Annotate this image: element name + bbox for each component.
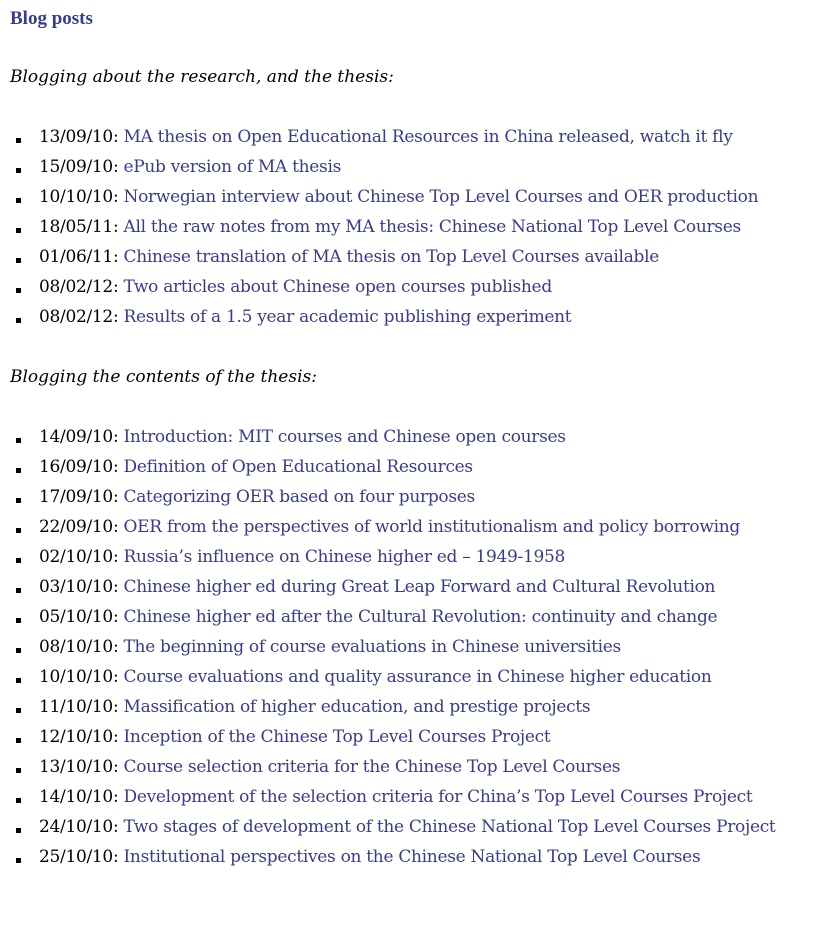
post-link[interactable]: Institutional perspectives on the Chinese National Top Level Courses [123, 847, 701, 867]
list-item: 14/09/10: Introduction: MIT courses and Chinese open courses [39, 422, 806, 452]
list-item: 10/10/10: Norwegian interview about Chinese Top Level Courses and OER production [39, 182, 779, 212]
post-date: 05/10/10 [39, 607, 113, 627]
post-date: 08/10/10 [39, 637, 113, 657]
post-link[interactable]: ePub version of MA thesis [123, 157, 342, 177]
list-item: 13/10/10: Course selection criteria for the Chinese Top Level Courses [39, 752, 806, 782]
post-link[interactable]: Chinese translation of MA thesis on Top Level Courses available [123, 247, 660, 267]
post-date: 10/10/10 [39, 187, 113, 207]
list-item: 08/02/12: Results of a 1.5 year academic publishing experiment [39, 302, 806, 332]
post-date: 02/10/10 [39, 547, 113, 567]
post-link[interactable]: Definition of Open Educational Resources [123, 457, 473, 477]
list-item: 01/06/11: Chinese translation of MA thesis on Top Level Courses available [39, 242, 806, 272]
list-item: 13/09/10: MA thesis on Open Educational Resources in China released, watch it fly [39, 122, 806, 152]
post-link[interactable]: Results of a 1.5 year academic publishing experiment [123, 307, 572, 327]
post-link[interactable]: Two stages of development of the Chinese National Top Level Courses Project [123, 817, 776, 837]
list-item: 03/10/10: Chinese higher ed during Great Leap Forward and Cultural Revolution [39, 572, 806, 602]
list-item: 15/09/10: ePub version of MA thesis [39, 152, 806, 182]
research-intro: Blogging about the research, and the thesis: [10, 67, 394, 87]
post-link[interactable]: Inception of the Chinese Top Level Courses Project [123, 727, 551, 747]
post-date: 12/10/10 [39, 727, 113, 747]
list-item: 12/10/10: Inception of the Chinese Top Level Courses Project [39, 722, 806, 752]
list-item: 02/10/10: Russia’s influence on Chinese higher ed – 1949-1958 [39, 542, 806, 572]
post-date: 08/02/12 [39, 277, 113, 297]
list-item: 24/10/10: Two stages of development of the Chinese National Top Level Courses Project [39, 812, 779, 842]
post-link[interactable]: Chinese higher ed during Great Leap Forward and Cultural Revolution [123, 577, 716, 597]
list-item: 10/10/10: Course evaluations and quality assurance in Chinese higher education [39, 662, 806, 692]
post-date: 01/06/11 [39, 247, 113, 267]
contents-intro: Blogging the contents of the thesis: [10, 367, 317, 387]
post-date: 11/10/10 [39, 697, 113, 717]
post-link[interactable]: Course selection criteria for the Chinese Top Level Courses [123, 757, 621, 777]
list-item: 18/05/11: All the raw notes from my MA thesis: Chinese National Top Level Courses [39, 212, 806, 242]
post-link[interactable]: Russia’s influence on Chinese higher ed – 1949-1958 [123, 547, 566, 567]
research-post-list [10, 122, 806, 332]
post-date: 13/10/10 [39, 757, 113, 777]
post-date: 14/09/10 [39, 427, 113, 447]
list-item: 22/09/10: OER from the perspectives of world institutionalism and policy borrowing [39, 512, 806, 542]
post-link[interactable]: Categorizing OER based on four purposes [123, 487, 475, 507]
post-link[interactable]: Development of the selection criteria for China’s Top Level Courses Project [123, 787, 753, 807]
post-date: 18/05/11 [39, 217, 113, 237]
list-item: 11/10/10: Massification of higher education, and prestige projects [39, 692, 806, 722]
post-date: 14/10/10 [39, 787, 113, 807]
post-date: 16/09/10 [39, 457, 113, 477]
post-link[interactable]: All the raw notes from my MA thesis: Chinese National Top Level Courses [123, 217, 741, 237]
post-link[interactable]: Chinese higher ed after the Cultural Revolution: continuity and change [123, 607, 718, 627]
list-item: 16/09/10: Definition of Open Educational Resources [39, 452, 806, 482]
list-item: 14/10/10: Development of the selection criteria for China’s Top Level Courses Project [39, 782, 806, 812]
post-link[interactable]: Course evaluations and quality assurance in Chinese higher education [123, 667, 712, 687]
post-date: 22/09/10 [39, 517, 113, 537]
post-link[interactable]: The beginning of course evaluations in Chinese universities [123, 637, 621, 657]
post-link[interactable]: OER from the perspectives of world institutionalism and policy borrowing [123, 517, 740, 537]
post-date: 10/10/10 [39, 667, 113, 687]
post-date: 08/02/12 [39, 307, 113, 327]
post-link[interactable]: MA thesis on Open Educational Resources in China released, watch it fly [123, 127, 733, 147]
post-date: 17/09/10 [39, 487, 113, 507]
list-item: 17/09/10: Categorizing OER based on four purposes [39, 482, 806, 512]
post-date: 13/09/10 [39, 127, 113, 147]
post-date: 03/10/10 [39, 577, 113, 597]
section-heading: Blog posts [10, 8, 93, 29]
post-date: 25/10/10 [39, 847, 113, 867]
list-item: 25/10/10: Institutional perspectives on the Chinese National Top Level Courses [39, 842, 806, 872]
list-item: 08/10/10: The beginning of course evaluations in Chinese universities [39, 632, 806, 662]
post-link[interactable]: Two articles about Chinese open courses published [123, 277, 552, 297]
post-date: 24/10/10 [39, 817, 113, 837]
post-link[interactable]: Introduction: MIT courses and Chinese open courses [123, 427, 566, 447]
post-link[interactable]: Massification of higher education, and prestige projects [123, 697, 591, 717]
post-link[interactable]: Norwegian interview about Chinese Top Level Courses and OER production [123, 187, 759, 207]
list-item: 05/10/10: Chinese higher ed after the Cultural Revolution: continuity and change [39, 602, 806, 632]
list-item: 08/02/12: Two articles about Chinese open courses published [39, 272, 806, 302]
contents-post-list [10, 422, 806, 872]
post-date: 15/09/10 [39, 157, 113, 177]
